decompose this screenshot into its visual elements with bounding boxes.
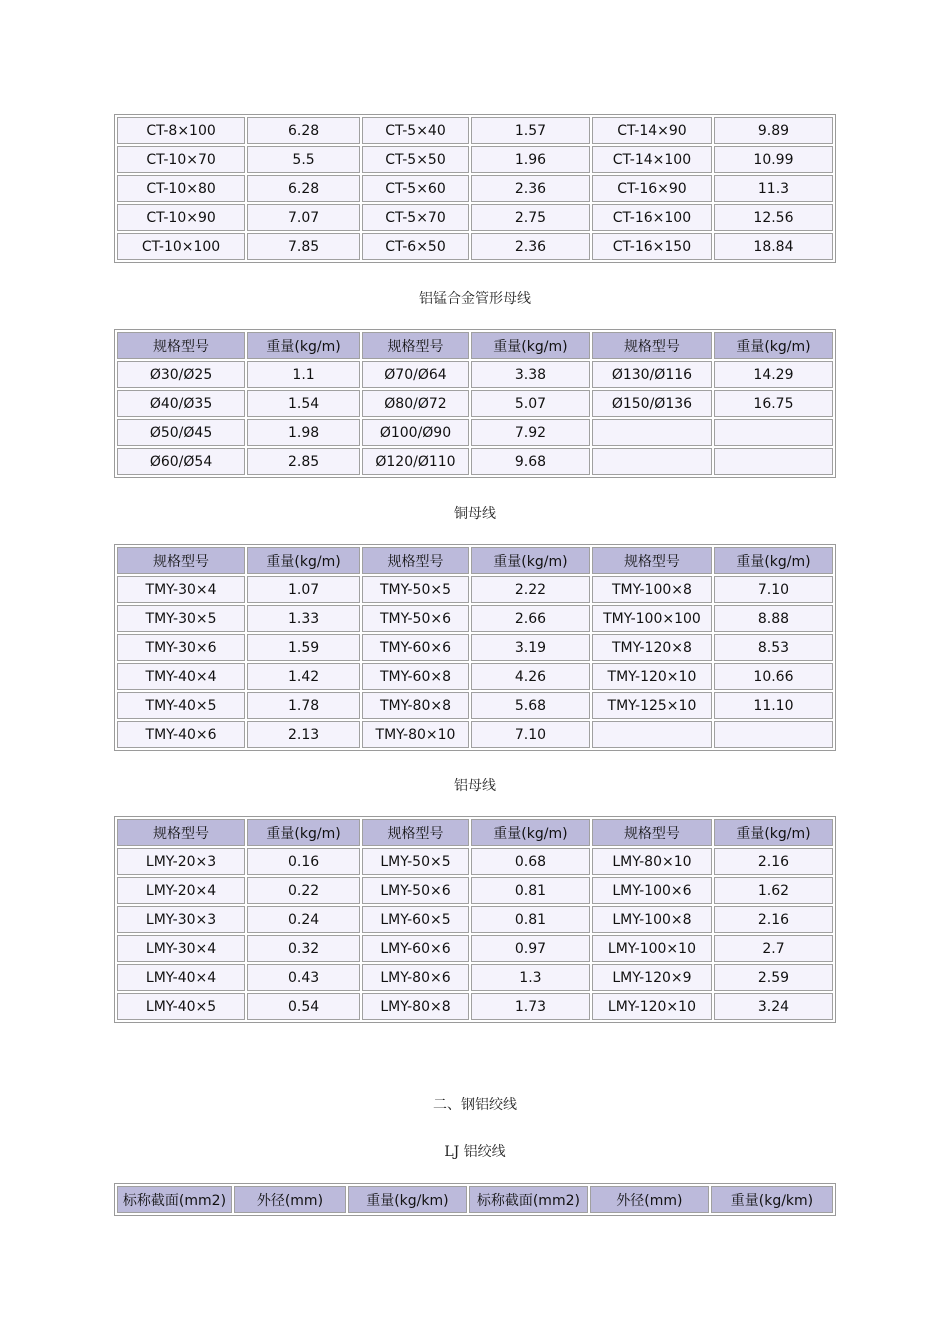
table-row — [117, 419, 833, 446]
table-cell: 1.3 — [471, 964, 590, 991]
table-cell: 6.28 — [247, 175, 360, 202]
table-cell: 1.07 — [247, 576, 360, 603]
table-row — [117, 146, 833, 173]
table-row — [117, 964, 833, 991]
table-cell: 6.28 — [247, 117, 360, 144]
table-header-row — [117, 547, 833, 574]
table-cell: 0.32 — [247, 935, 360, 962]
lj-wire-table — [114, 1183, 836, 1216]
table-cell: CT-14×100 — [592, 146, 712, 173]
table-cell: TMY-100×8 — [592, 576, 712, 603]
table-cell: 3.19 — [471, 634, 590, 661]
table-cell: Ø30/Ø25 — [117, 361, 245, 388]
table-cell: CT-5×70 — [362, 204, 469, 231]
column-header: 重量(kg/m) — [247, 547, 360, 574]
column-header: 外径(mm) — [590, 1186, 709, 1213]
table-row — [117, 906, 833, 933]
table-cell: TMY-40×5 — [117, 692, 245, 719]
column-header: 重量(kg/m) — [247, 332, 360, 359]
table-cell: CT-16×100 — [592, 204, 712, 231]
table-header-row — [117, 819, 833, 846]
table-cell: LMY-50×5 — [362, 848, 469, 875]
table-cell: 10.66 — [714, 663, 833, 690]
table-cell: 11.3 — [714, 175, 833, 202]
column-header: 重量(kg/m) — [714, 332, 833, 359]
table-row — [117, 390, 833, 417]
table-cell: 0.24 — [247, 906, 360, 933]
table-cell: 1.54 — [247, 390, 360, 417]
table-cell: Ø60/Ø54 — [117, 448, 245, 475]
table-header-row — [117, 332, 833, 359]
table-row — [117, 576, 833, 603]
table-row — [117, 361, 833, 388]
table-cell: CT-8×100 — [117, 117, 245, 144]
table-cell: TMY-100×100 — [592, 605, 712, 632]
table-cell: 18.84 — [714, 233, 833, 260]
table-cell: 1.1 — [247, 361, 360, 388]
table-cell: 2.36 — [471, 233, 590, 260]
table-cell: Ø80/Ø72 — [362, 390, 469, 417]
table-row — [117, 175, 833, 202]
table-cell: LMY-120×9 — [592, 964, 712, 991]
table-cell: 3.24 — [714, 993, 833, 1020]
table-cell: TMY-120×10 — [592, 663, 712, 690]
table-cell: 2.59 — [714, 964, 833, 991]
table-cell: LMY-40×4 — [117, 964, 245, 991]
column-header: 规格型号 — [362, 332, 469, 359]
table-cell: LMY-20×4 — [117, 877, 245, 904]
table-cell: 2.66 — [471, 605, 590, 632]
table-cell: Ø40/Ø35 — [117, 390, 245, 417]
table-cell: 2.75 — [471, 204, 590, 231]
table-cell — [592, 419, 712, 446]
table-row — [117, 935, 833, 962]
table-cell — [592, 448, 712, 475]
table-cell: 1.42 — [247, 663, 360, 690]
table-row — [117, 605, 833, 632]
table-cell: CT-10×90 — [117, 204, 245, 231]
table-cell: 4.26 — [471, 663, 590, 690]
table-cell: CT-16×90 — [592, 175, 712, 202]
column-header: 重量(kg/m) — [471, 332, 590, 359]
table-cell: TMY-60×6 — [362, 634, 469, 661]
column-header: 规格型号 — [362, 547, 469, 574]
table-cell: Ø100/Ø90 — [362, 419, 469, 446]
table-cell: TMY-120×8 — [592, 634, 712, 661]
table-cell: 2.13 — [247, 721, 360, 748]
table-cell: TMY-30×5 — [117, 605, 245, 632]
table-cell: TMY-125×10 — [592, 692, 712, 719]
table-cell: CT-10×70 — [117, 146, 245, 173]
table-cell — [592, 721, 712, 748]
section-caption: 铜母线 — [454, 506, 496, 522]
table-cell: 5.07 — [471, 390, 590, 417]
section-caption: 铝锰合金管形母线 — [419, 291, 531, 307]
table-cell: 2.85 — [247, 448, 360, 475]
column-header: 规格型号 — [117, 332, 245, 359]
table-cell: Ø70/Ø64 — [362, 361, 469, 388]
table-cell: TMY-80×8 — [362, 692, 469, 719]
column-header: 重量(kg/m) — [471, 547, 590, 574]
column-header: 规格型号 — [592, 819, 712, 846]
table-cell — [714, 419, 833, 446]
table-cell: 9.89 — [714, 117, 833, 144]
ct-bus-table — [114, 114, 836, 263]
table-cell: 11.10 — [714, 692, 833, 719]
table-cell: TMY-80×10 — [362, 721, 469, 748]
table-row — [117, 117, 833, 144]
table-cell: 2.16 — [714, 848, 833, 875]
table-row — [117, 877, 833, 904]
table-row — [117, 848, 833, 875]
column-header: 标称截面(mm2) — [469, 1186, 588, 1213]
section-heading: 二、钢铝绞线 — [433, 1097, 517, 1113]
table-cell: LMY-60×6 — [362, 935, 469, 962]
table-cell: TMY-50×5 — [362, 576, 469, 603]
table-cell: LMY-30×4 — [117, 935, 245, 962]
table-cell: 1.73 — [471, 993, 590, 1020]
table-cell: 7.10 — [471, 721, 590, 748]
column-header: 规格型号 — [592, 332, 712, 359]
column-header: 重量(kg/m) — [247, 819, 360, 846]
table-cell: 8.88 — [714, 605, 833, 632]
table-cell: CT-5×60 — [362, 175, 469, 202]
table-cell: 14.29 — [714, 361, 833, 388]
table-cell: TMY-40×6 — [117, 721, 245, 748]
table-cell: Ø120/Ø110 — [362, 448, 469, 475]
aluminium-bus-table — [114, 816, 836, 1023]
table-header-row — [117, 1186, 833, 1213]
table-row — [117, 721, 833, 748]
table-cell: TMY-50×6 — [362, 605, 469, 632]
column-header: 重量(kg/m) — [714, 819, 833, 846]
table-cell: TMY-30×4 — [117, 576, 245, 603]
table-cell: 0.81 — [471, 877, 590, 904]
al-mn-tube-table — [114, 329, 836, 478]
table-cell: 1.98 — [247, 419, 360, 446]
table-cell: LMY-50×6 — [362, 877, 469, 904]
column-header: 重量(kg/km) — [348, 1186, 467, 1213]
table-cell: 1.33 — [247, 605, 360, 632]
table-row — [117, 993, 833, 1020]
table-cell: 0.68 — [471, 848, 590, 875]
table-cell: Ø150/Ø136 — [592, 390, 712, 417]
table-cell: LMY-30×3 — [117, 906, 245, 933]
table-cell: LMY-100×6 — [592, 877, 712, 904]
table-cell: 5.68 — [471, 692, 590, 719]
table-row — [117, 448, 833, 475]
table-cell: CT-5×40 — [362, 117, 469, 144]
table-cell — [714, 448, 833, 475]
table-row — [117, 692, 833, 719]
column-header: 标称截面(mm2) — [117, 1186, 232, 1213]
table-cell: TMY-40×4 — [117, 663, 245, 690]
table-cell: 2.22 — [471, 576, 590, 603]
table-cell: TMY-60×8 — [362, 663, 469, 690]
table-cell: 2.7 — [714, 935, 833, 962]
table-cell — [714, 721, 833, 748]
column-header: 重量(kg/km) — [711, 1186, 833, 1213]
table-cell: CT-14×90 — [592, 117, 712, 144]
column-header: 规格型号 — [117, 819, 245, 846]
table-cell: 1.96 — [471, 146, 590, 173]
table-cell: 16.75 — [714, 390, 833, 417]
table-cell: CT-10×80 — [117, 175, 245, 202]
table-row — [117, 204, 833, 231]
table-cell: 0.81 — [471, 906, 590, 933]
column-header: 重量(kg/m) — [471, 819, 590, 846]
table-cell: 12.56 — [714, 204, 833, 231]
table-cell: 0.43 — [247, 964, 360, 991]
table-cell: 1.57 — [471, 117, 590, 144]
table-cell: 1.62 — [714, 877, 833, 904]
table-cell: LMY-80×8 — [362, 993, 469, 1020]
table-cell: LMY-100×10 — [592, 935, 712, 962]
table-row — [117, 663, 833, 690]
table-cell: LMY-60×5 — [362, 906, 469, 933]
table-cell: 2.36 — [471, 175, 590, 202]
column-header: 外径(mm) — [234, 1186, 346, 1213]
copper-bus-table — [114, 544, 836, 751]
table-cell: 7.07 — [247, 204, 360, 231]
table-cell: 9.68 — [471, 448, 590, 475]
table-cell: 3.38 — [471, 361, 590, 388]
table-cell: 0.54 — [247, 993, 360, 1020]
table-cell: CT-10×100 — [117, 233, 245, 260]
table-cell: 2.16 — [714, 906, 833, 933]
column-header: 重量(kg/m) — [714, 547, 833, 574]
table-cell: CT-5×50 — [362, 146, 469, 173]
table-cell: LMY-120×10 — [592, 993, 712, 1020]
table-cell: 1.59 — [247, 634, 360, 661]
table-cell: 0.22 — [247, 877, 360, 904]
table-cell: 5.5 — [247, 146, 360, 173]
section-caption: 铝母线 — [454, 778, 496, 794]
table-cell: TMY-30×6 — [117, 634, 245, 661]
table-cell: 0.97 — [471, 935, 590, 962]
table-cell: Ø50/Ø45 — [117, 419, 245, 446]
column-header: 规格型号 — [362, 819, 469, 846]
table-cell: LMY-40×5 — [117, 993, 245, 1020]
table-cell: LMY-20×3 — [117, 848, 245, 875]
table-row — [117, 233, 833, 260]
table-cell: 7.85 — [247, 233, 360, 260]
column-header: 规格型号 — [592, 547, 712, 574]
column-header: 规格型号 — [117, 547, 245, 574]
table-cell: LMY-100×8 — [592, 906, 712, 933]
table-cell: 0.16 — [247, 848, 360, 875]
table-cell: CT-6×50 — [362, 233, 469, 260]
table-cell: 10.99 — [714, 146, 833, 173]
table-cell: LMY-80×10 — [592, 848, 712, 875]
table-cell: 8.53 — [714, 634, 833, 661]
table-cell: 1.78 — [247, 692, 360, 719]
table-row — [117, 634, 833, 661]
table-cell: Ø130/Ø116 — [592, 361, 712, 388]
table-cell: 7.10 — [714, 576, 833, 603]
table-cell: LMY-80×6 — [362, 964, 469, 991]
section-caption: LJ 铝绞线 — [444, 1144, 506, 1160]
table-cell: CT-16×150 — [592, 233, 712, 260]
table-cell: 7.92 — [471, 419, 590, 446]
